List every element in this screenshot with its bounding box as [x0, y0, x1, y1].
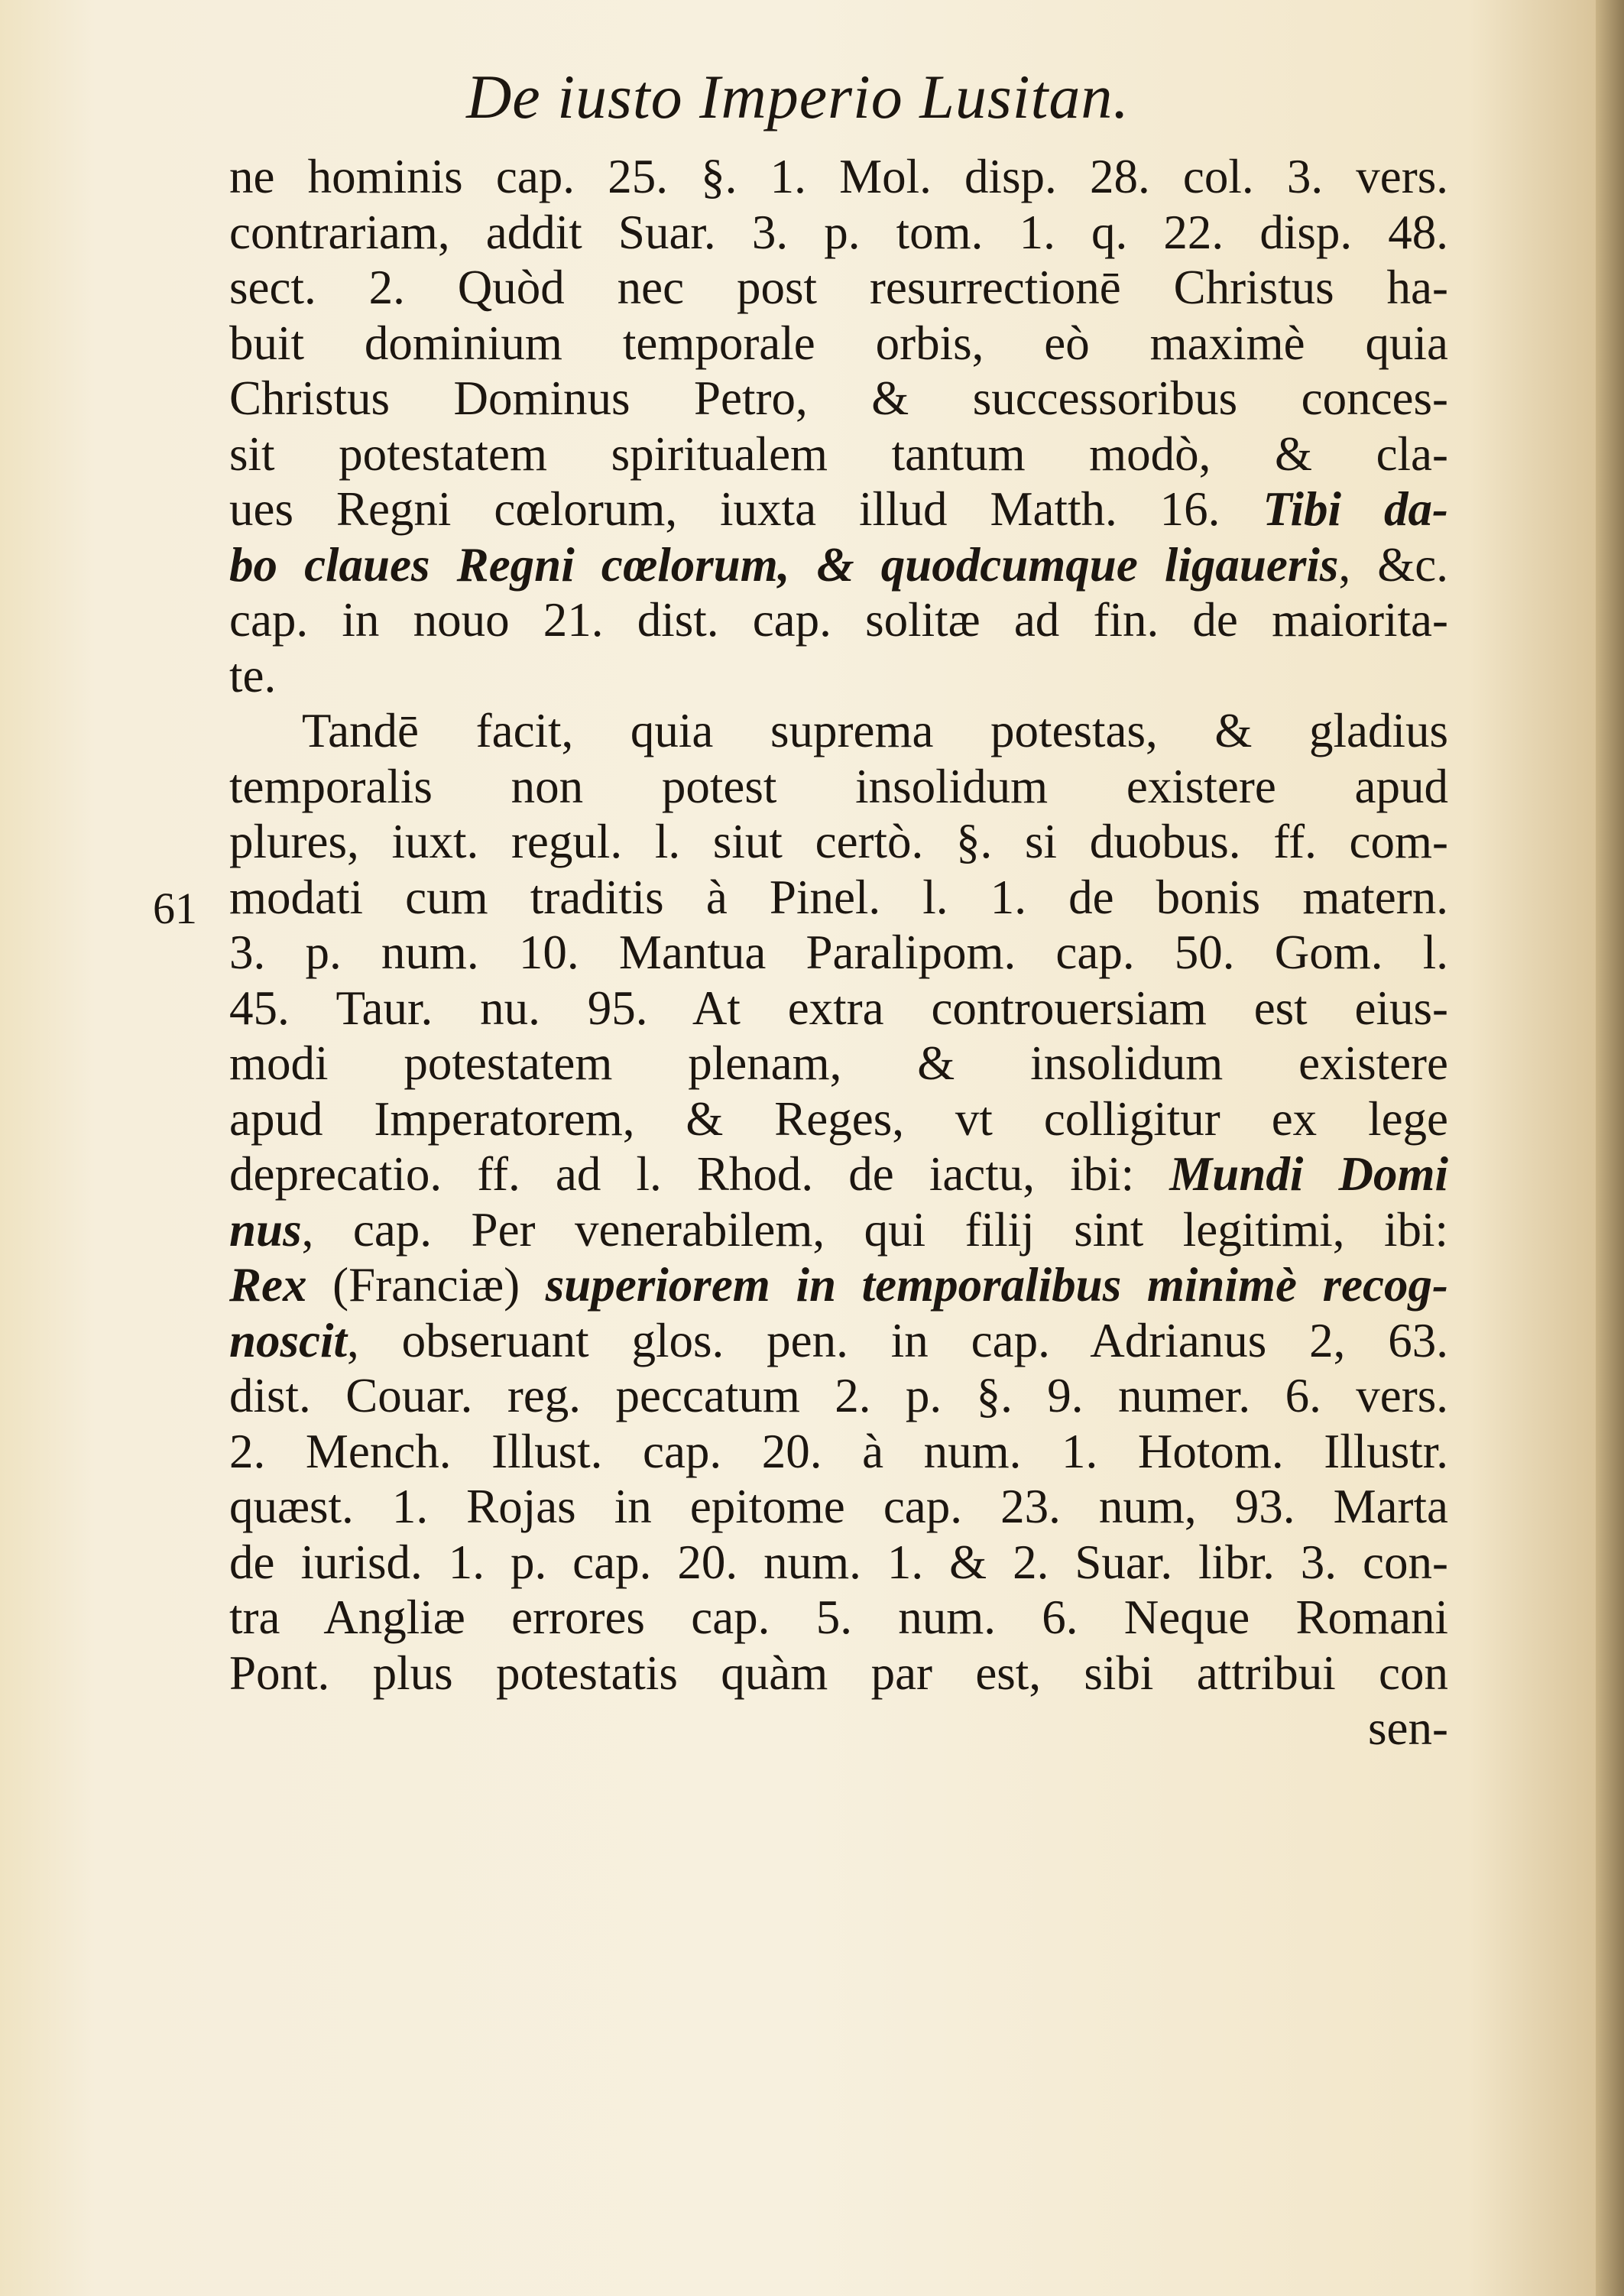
italic-text: superiorem in temporalibus minimè recog-: [545, 1258, 1448, 1312]
text-run: , obseruant glos. pen. in cap. Adrianus 2, 63.: [347, 1313, 1448, 1367]
italic-text: Rex: [229, 1258, 307, 1312]
text-run: quæst. 1. Rojas in epitome cap. 23. num, 93. Marta: [229, 1480, 1448, 1533]
text-run: contrariam, addit Suar. 3. p. tom. 1. q. 22. disp. 48.: [229, 205, 1448, 259]
text-run: tra Angliæ errores cap. 5. num. 6. Neque Romani: [229, 1591, 1448, 1644]
text-line: [229, 759, 1448, 815]
text-run: , &c.: [1338, 537, 1448, 592]
marginal-number: 61: [153, 884, 197, 933]
text-line: [229, 1535, 1448, 1591]
text-run: te.: [229, 648, 277, 702]
text-run: 2. Mench. Illust. cap. 20. à num. 1. Hotom. Illustr.: [229, 1424, 1448, 1478]
text-line: [229, 1479, 1448, 1535]
text-line: [229, 1424, 1448, 1480]
text-line: [229, 703, 1448, 759]
text-run: modati cum traditis à Pinel. l. 1. de bonis matern.: [229, 870, 1448, 924]
text-run: Pont. plus potestatis quàm par est, sibi attribui con: [229, 1646, 1448, 1700]
text-line: [229, 260, 1448, 316]
italic-text: Mundi Domi: [1169, 1147, 1448, 1201]
italic-text: bo claues Regni cœlorum, & quodcumque ligaueris: [229, 537, 1339, 592]
text-line: [229, 205, 1448, 261]
page-edge: [1596, 0, 1624, 2296]
italic-text: noscit: [229, 1313, 348, 1367]
italic-text: nus: [229, 1202, 302, 1257]
text-line: [229, 870, 1448, 926]
text-line: [229, 426, 1448, 482]
italic-text: Tibi da-: [1263, 482, 1448, 536]
text-line: [229, 1646, 1448, 1701]
text-run: (Franciæ): [306, 1258, 546, 1312]
text-run: deprecatio. ff. ad l. Rhod. de iactu, ibi:: [229, 1147, 1170, 1201]
text-line: [229, 1146, 1448, 1202]
text-line: [229, 648, 1448, 704]
text-run: modi potestatem plenam, & insolidum existere: [229, 1036, 1448, 1090]
text-line: [229, 1091, 1448, 1147]
main-text: [229, 149, 1448, 1756]
paragraph-2: [229, 703, 1448, 1701]
text-run: de iurisd. 1. p. cap. 20. num. 1. & 2. Suar. libr. 3. con-: [229, 1535, 1448, 1589]
text-line: [229, 1313, 1448, 1369]
text-run: sit potestatem spiritualem tantum modò, & cla-: [229, 426, 1448, 481]
text-line: [229, 1590, 1448, 1646]
text-line: [229, 537, 1448, 593]
text-line: [229, 1202, 1448, 1258]
text-run: Christus Dominus Petro, & successoribus conces-: [229, 371, 1448, 425]
running-title: De iusto Imperio Lusitan.: [466, 62, 1130, 131]
text-run: 45. Taur. nu. 95. At extra controuersiam est eius-: [229, 981, 1448, 1035]
paragraph-1: [229, 149, 1448, 703]
catchword: sen-: [1368, 1701, 1448, 1755]
text-run: ne hominis cap. 25. §. 1. Mol. disp. 28. col. 3. vers.: [229, 150, 1448, 203]
text-line: [229, 1257, 1448, 1313]
text-line: [229, 482, 1448, 537]
text-line: [229, 814, 1448, 870]
text-line: [229, 592, 1448, 648]
text-run: ues Regni cœlorum, iuxta illud Matth. 16.: [229, 482, 1263, 536]
text-run: cap. in nouo 21. dist. cap. solitæ ad fin. de maiorita-: [229, 593, 1448, 647]
text-line: [229, 371, 1448, 426]
text-line: [229, 981, 1448, 1036]
text-run: dist. Couar. reg. peccatum 2. p. §. 9. numer. 6. vers.: [229, 1369, 1448, 1422]
text-run: apud Imperatorem, & Reges, vt colligitur ex lege: [229, 1091, 1448, 1146]
text-run: sect. 2. Quòd nec post resurrectionē Christus ha-: [229, 261, 1448, 314]
text-line: [229, 1036, 1448, 1091]
text-line: [229, 149, 1448, 205]
text-line: [229, 316, 1448, 371]
text-run: , cap. Per venerabilem, qui filij sint legitimi, ibi:: [301, 1202, 1448, 1257]
text-run: temporalis non potest insolidum existere apud: [229, 759, 1448, 813]
text-run: Tandē facit, quia suprema potestas, & gladius: [302, 704, 1448, 757]
text-run: 3. p. num. 10. Mantua Paralipom. cap. 50. Gom. l.: [229, 926, 1448, 979]
text-run: plures, iuxt. regul. l. siut certò. §. si duobus. ff. com-: [229, 815, 1448, 868]
text-line: [229, 925, 1448, 981]
text-run: buit dominium temporale orbis, eò maximè quia: [229, 316, 1448, 370]
text-line: [229, 1368, 1448, 1424]
